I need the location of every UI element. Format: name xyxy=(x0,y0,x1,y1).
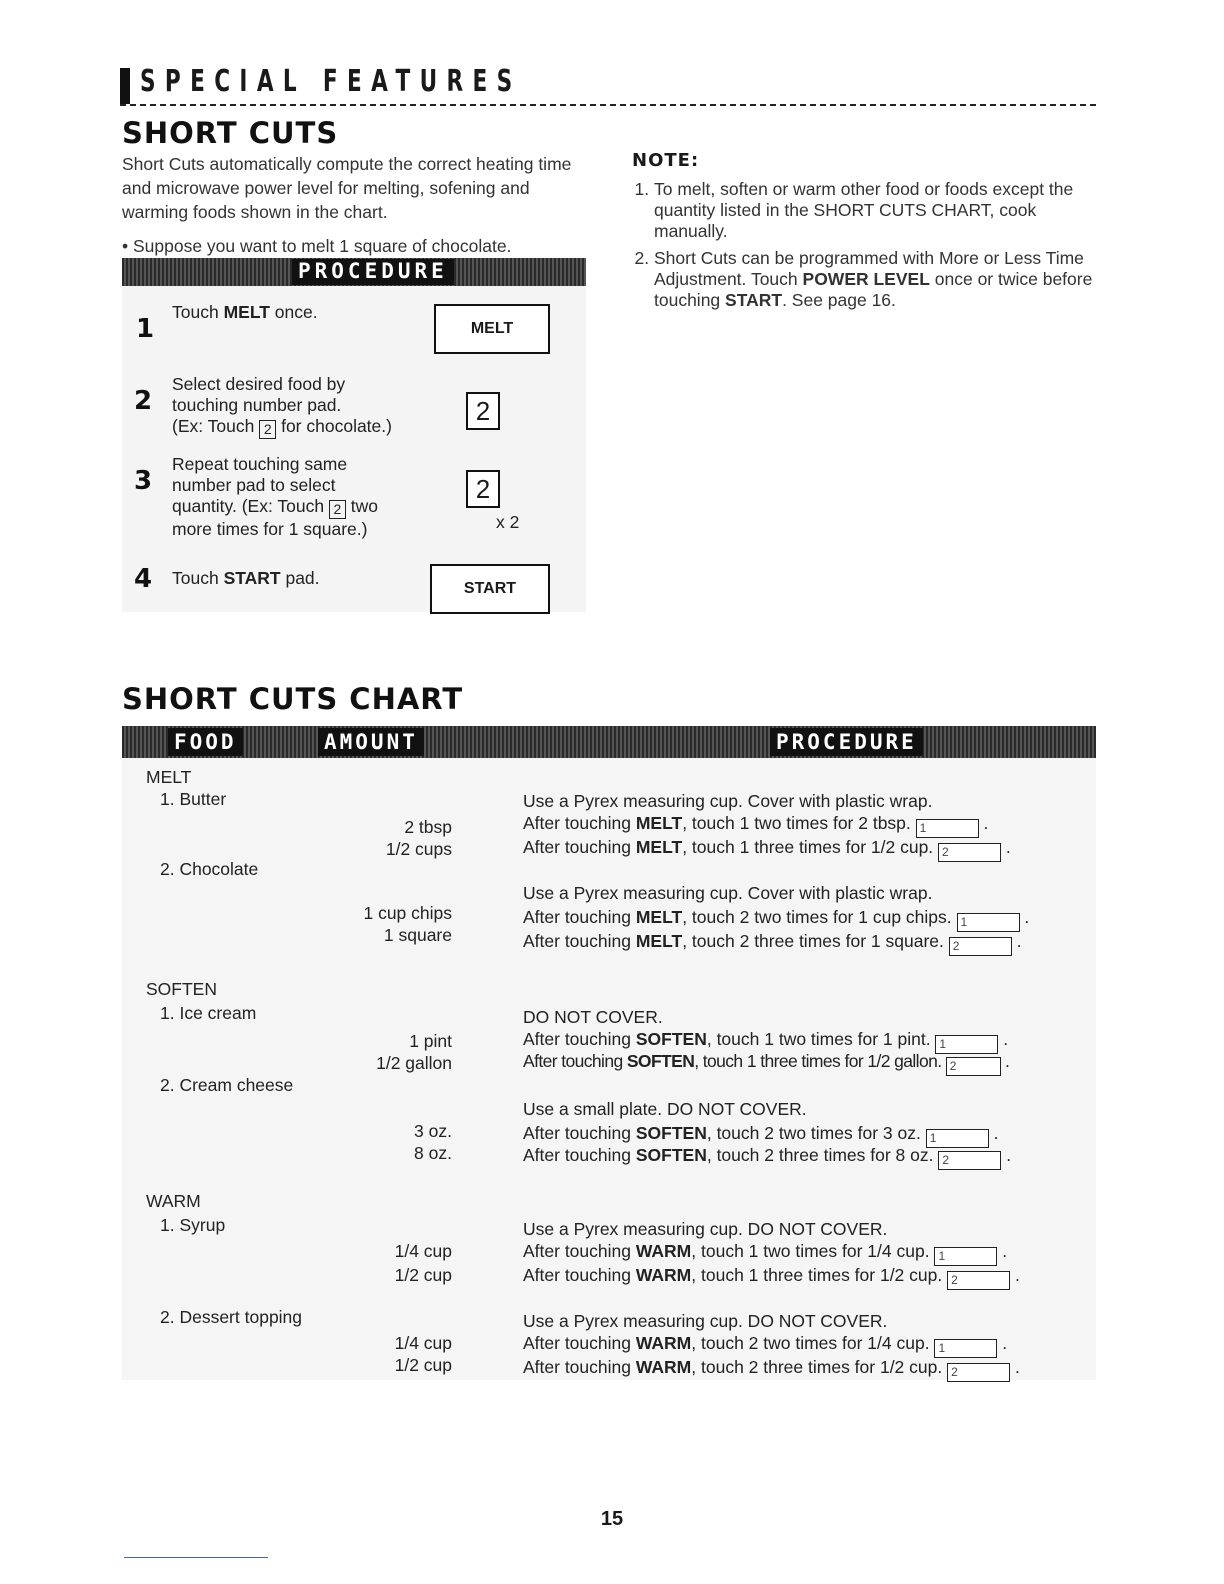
display-icon: 2 xyxy=(946,1057,1001,1076)
section-rule xyxy=(120,104,1096,106)
amount-quarter-cup: 1/4 cup xyxy=(394,1241,452,1261)
multiplier: x 2 xyxy=(496,512,520,532)
amount-half-cup: 1/2 cup xyxy=(394,1265,452,1285)
amount-3-oz: 3 oz. xyxy=(414,1121,452,1141)
section-title: SPECIAL FEATURES xyxy=(140,64,522,99)
display-icon: 1 xyxy=(934,1247,997,1266)
col-food: FOOD xyxy=(168,728,243,756)
footer-rule xyxy=(124,1557,268,1558)
food-butter: 1. Butter xyxy=(160,789,227,809)
procedure-row: After touching WARM, touch 2 three times for 1/2 cup. 2 . xyxy=(523,1356,1020,1382)
procedure-row: After touching MELT, touch 1 two times for 2 tbsp. 1 . xyxy=(523,812,988,838)
chocolate-instructions: Use a Pyrex measuring cup. Cover with plastic wrap. xyxy=(523,883,933,903)
display-icon: 2 xyxy=(947,1363,1010,1382)
procedure-header xyxy=(122,258,586,286)
intro-bullet: • Suppose you want to melt 1 square of chocolate. xyxy=(122,236,512,256)
procedure-title: PROCEDURE xyxy=(292,259,454,285)
display-icon: 1 xyxy=(916,819,979,838)
procedure-row: After touching WARM, touch 1 two times for 1/4 cup. 1 . xyxy=(523,1240,1007,1266)
note-item-2: 2. Short Cuts can be programmed with More or Less Time Adjustment. Touch POWER LEVEL once or twice before touching START. See page 16. xyxy=(654,248,1096,311)
display-icon: 1 xyxy=(935,1035,998,1054)
butter-instructions: Use a Pyrex measuring cup. Cover with plastic wrap. xyxy=(523,791,933,811)
step-2-text: Select desired food by touching number pad. (Ex: Touch 2 for chocolate.) xyxy=(172,374,392,437)
food-ice-cream: 1. Ice cream xyxy=(160,1003,257,1023)
step-2-number: 2 xyxy=(134,386,153,416)
step-1-number: 1 xyxy=(136,314,155,344)
procedure-row: After touching SOFTEN, touch 1 three times for 1/2 gallon. 2 . xyxy=(523,1050,1009,1076)
amount-1-square: 1 square xyxy=(383,925,452,945)
category-soften: SOFTEN xyxy=(146,979,217,999)
step-4-text: Touch START pad. xyxy=(172,568,320,588)
amount-8-oz: 8 oz. xyxy=(414,1143,452,1163)
procedure-row: After touching SOFTEN, touch 2 three times for 8 oz. 2 . xyxy=(523,1144,1011,1170)
section-marker xyxy=(120,68,130,104)
food-dessert-topping: 2. Dessert topping xyxy=(160,1307,303,1327)
cream-cheese-instructions: Use a small plate. DO NOT COVER. xyxy=(523,1099,807,1119)
display-icon: 2 xyxy=(938,1151,1001,1170)
category-melt: MELT xyxy=(146,767,192,787)
category-warm: WARM xyxy=(146,1191,201,1211)
intro-text xyxy=(122,152,592,268)
procedure-row: After touching MELT, touch 1 three times for 1/2 cup. 2 . xyxy=(523,836,1011,862)
melt-key: MELT xyxy=(434,304,550,354)
display-icon: 1 xyxy=(934,1339,997,1358)
number-2-key: 2 xyxy=(466,470,500,508)
digit-2-icon: 2 xyxy=(329,500,346,519)
note-title: NOTE: xyxy=(632,150,700,171)
short-cuts-chart xyxy=(122,726,1096,1380)
page-number: 15 xyxy=(600,1508,624,1530)
procedure-row: After touching MELT, touch 2 two times for 1 cup chips. 1 . xyxy=(523,906,1029,932)
number-2-key: 2 xyxy=(466,392,500,430)
display-icon: 2 xyxy=(949,937,1012,956)
amount-half-gallon: 1/2 gallon xyxy=(376,1053,452,1073)
col-amount: AMOUNT xyxy=(318,728,424,756)
procedure-row: After touching MELT, touch 2 three times for 1 square. 2 . xyxy=(523,930,1021,956)
amount-2-tbsp: 2 tbsp xyxy=(404,817,452,837)
procedure-row: After touching SOFTEN, touch 2 two times for 3 oz. 1 . xyxy=(523,1122,998,1148)
note-section xyxy=(632,150,1096,317)
note-item-1: 1. To melt, soften or warm other food or foods except the quantity listed in the SHORT CUTS CHART, cook manually. xyxy=(654,179,1096,242)
procedure-row: After touching SOFTEN, touch 1 two times for 1 pint. 1 . xyxy=(523,1028,1008,1054)
start-key: START xyxy=(430,564,550,614)
dessert-instructions: Use a Pyrex measuring cup. DO NOT COVER. xyxy=(523,1311,888,1331)
chart-heading: SHORT CUTS CHART xyxy=(122,682,464,716)
display-icon: 2 xyxy=(947,1271,1010,1290)
digit-2-icon: 2 xyxy=(259,420,276,439)
chart-header xyxy=(122,726,1096,758)
step-3-number: 3 xyxy=(134,466,153,496)
syrup-instructions: Use a Pyrex measuring cup. DO NOT COVER. xyxy=(523,1219,888,1239)
procedure-row: After touching WARM, touch 2 two times for 1/4 cup. 1 . xyxy=(523,1332,1007,1358)
intro-paragraph: Short Cuts automatically compute the correct heating time and microwave power level for melting, sofening and warming foods shown in the chart. xyxy=(122,154,572,222)
food-chocolate: 2. Chocolate xyxy=(160,859,259,879)
amount-half-cup: 1/2 cup xyxy=(394,1355,452,1375)
amount-1-cup-chips: 1 cup chips xyxy=(363,903,452,923)
procedure-box xyxy=(122,258,586,612)
amount-1-pint: 1 pint xyxy=(409,1031,452,1051)
food-cream-cheese: 2. Cream cheese xyxy=(160,1075,294,1095)
amount-half-cups: 1/2 cups xyxy=(385,839,452,859)
procedure-row: After touching WARM, touch 1 three times for 1/2 cup. 2 . xyxy=(523,1264,1020,1290)
display-icon: 2 xyxy=(938,843,1001,862)
step-1-text: Touch MELT once. xyxy=(172,302,318,322)
step-3-text: Repeat touching same number pad to select quantity. (Ex: Touch 2 two more times for 1 square.) xyxy=(172,454,379,539)
display-icon: 1 xyxy=(926,1129,989,1148)
ice-cream-instructions: DO NOT COVER. xyxy=(523,1007,663,1027)
display-icon: 1 xyxy=(957,913,1020,932)
step-4-number: 4 xyxy=(134,564,153,594)
note-list xyxy=(632,179,1096,311)
col-procedure: PROCEDURE xyxy=(770,728,923,756)
short-cuts-heading: SHORT CUTS xyxy=(122,116,339,150)
food-syrup: 1. Syrup xyxy=(160,1215,226,1235)
amount-quarter-cup: 1/4 cup xyxy=(394,1333,452,1353)
